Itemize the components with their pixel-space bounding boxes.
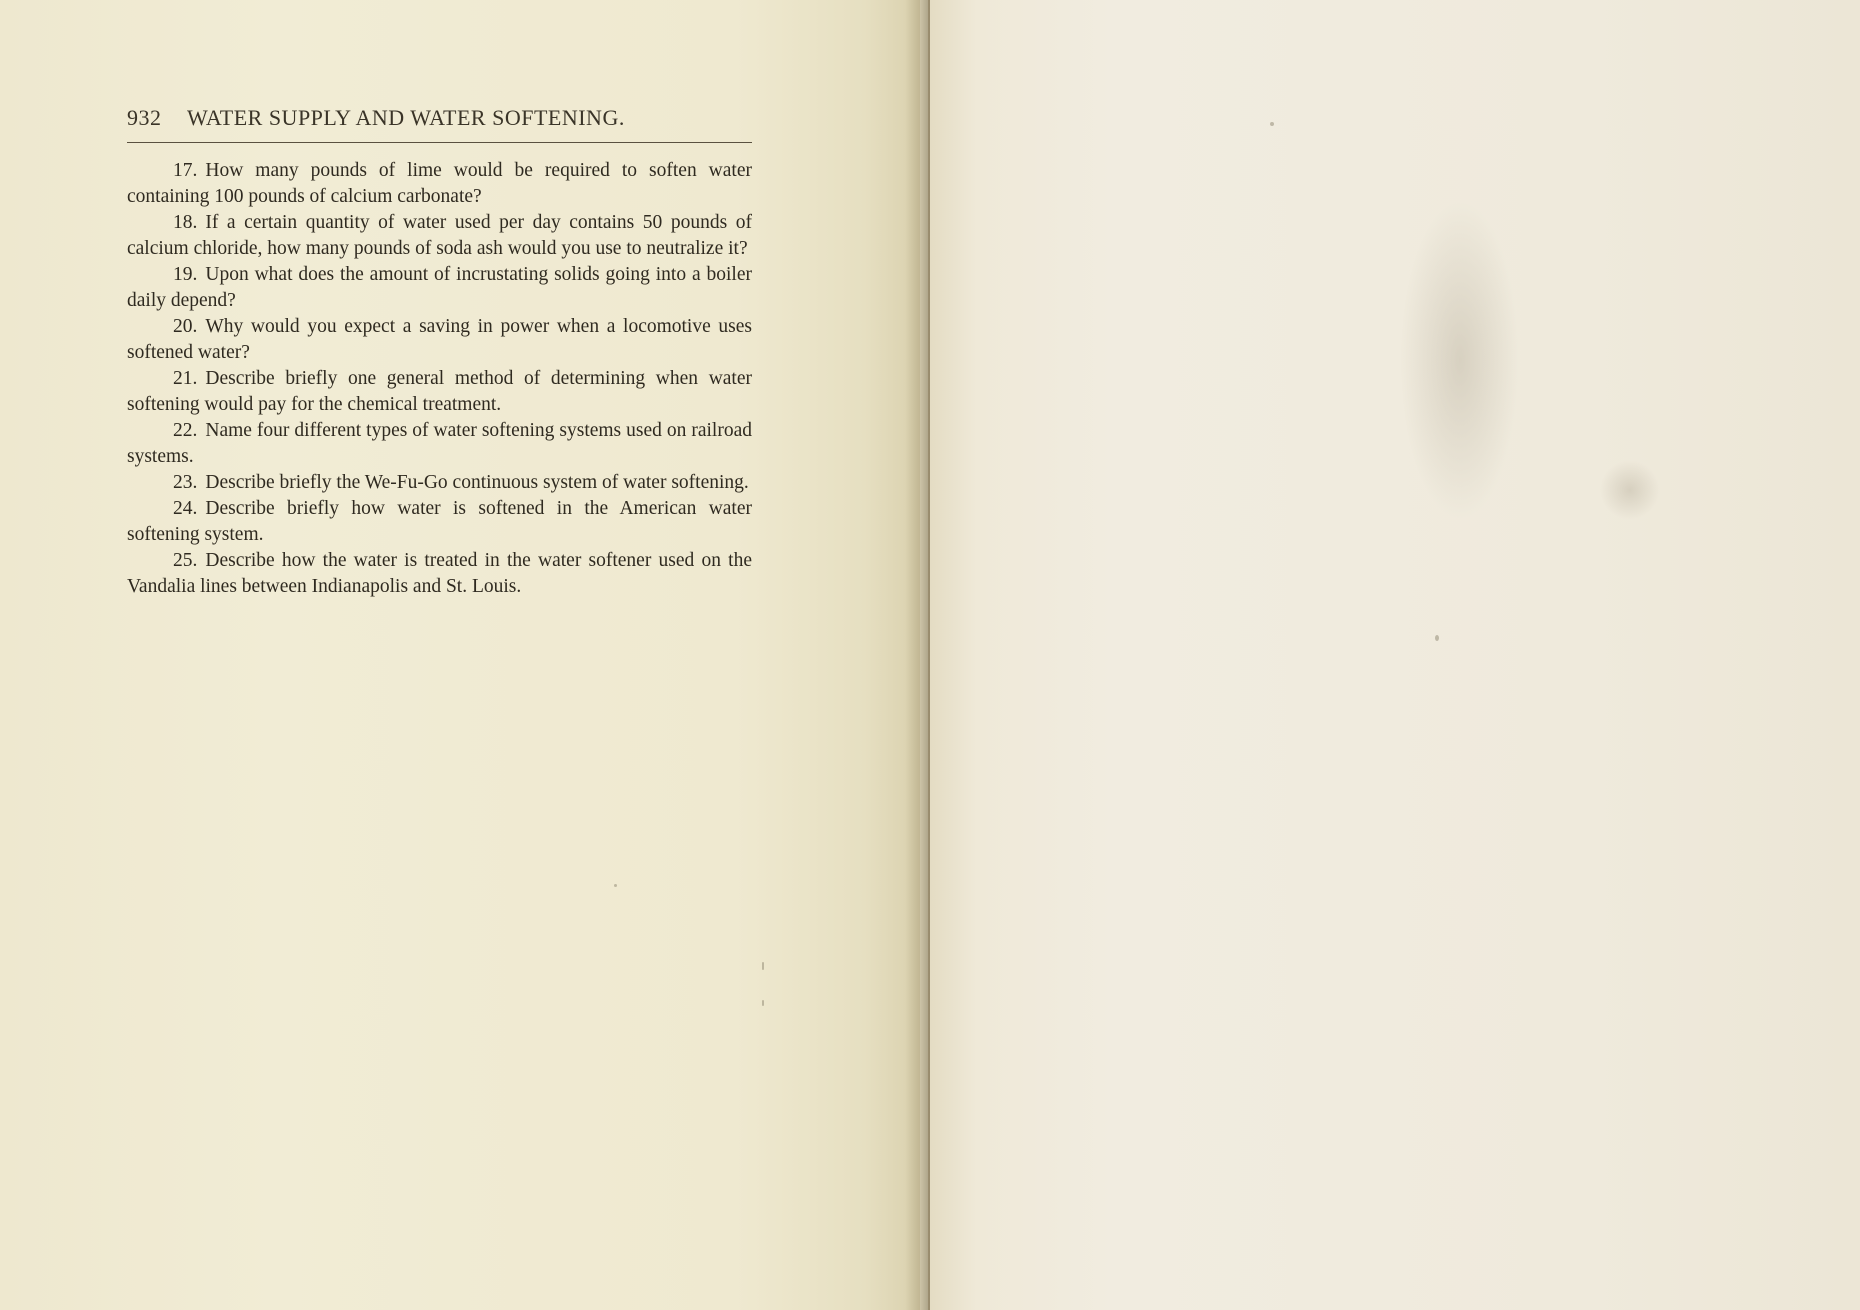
- question-number: 20.: [173, 316, 198, 337]
- question-item: [127, 210, 752, 262]
- paper-stain: [1400, 200, 1520, 520]
- question-text: Describe briefly one general method of determining when water softening would pay for the chemical treatment.: [127, 368, 752, 415]
- question-number: 19.: [173, 264, 198, 285]
- page-header: [127, 105, 752, 131]
- running-title: WATER SUPPLY AND WATER SOFTENING.: [187, 105, 625, 130]
- question-item: [127, 314, 752, 366]
- question-list: [127, 158, 752, 600]
- header-rule: [127, 142, 752, 143]
- left-page: [0, 0, 920, 1310]
- question-item: [127, 366, 752, 418]
- paper-stain: [1600, 460, 1660, 520]
- question-item: [127, 470, 752, 496]
- question-text: Describe briefly the We-Fu-Go continuous system of water softening.: [205, 472, 749, 493]
- question-item: [127, 262, 752, 314]
- question-number: 23.: [173, 472, 198, 493]
- question-item: [127, 158, 752, 210]
- question-text: Why would you expect a saving in power when a locomotive uses softened water?: [127, 316, 752, 363]
- paper-speck: [1270, 122, 1274, 126]
- paper-speck: [1435, 635, 1439, 641]
- question-number: 24.: [173, 498, 198, 519]
- question-text: If a certain quantity of water used per day contains 50 pounds of calcium chloride, how many pounds of soda ash would you use to neutralize it?: [127, 212, 752, 259]
- paper-speck: [762, 1000, 764, 1006]
- question-number: 21.: [173, 368, 198, 389]
- question-text: Describe briefly how water is softened in the American water softening system.: [127, 498, 752, 545]
- question-text: Name four different types of water softening systems used on railroad systems.: [127, 420, 752, 467]
- question-number: 22.: [173, 420, 198, 441]
- question-number: 18.: [173, 212, 198, 233]
- question-item: [127, 548, 752, 600]
- question-text: Describe how the water is treated in the water softener used on the Vandalia lines between Indianapolis and St. Louis.: [127, 550, 752, 597]
- paper-speck: [614, 884, 617, 887]
- paper-speck: [762, 962, 764, 970]
- question-item: [127, 418, 752, 470]
- right-page-blank: [930, 0, 1860, 1310]
- question-item: [127, 496, 752, 548]
- question-number: 25.: [173, 550, 198, 571]
- question-text: How many pounds of lime would be required to soften water containing 100 pounds of calcium carbonate?: [127, 160, 752, 207]
- page-number: 932: [127, 105, 162, 130]
- question-text: Upon what does the amount of incrustating solids going into a boiler daily depend?: [127, 264, 752, 311]
- question-number: 17.: [173, 160, 198, 181]
